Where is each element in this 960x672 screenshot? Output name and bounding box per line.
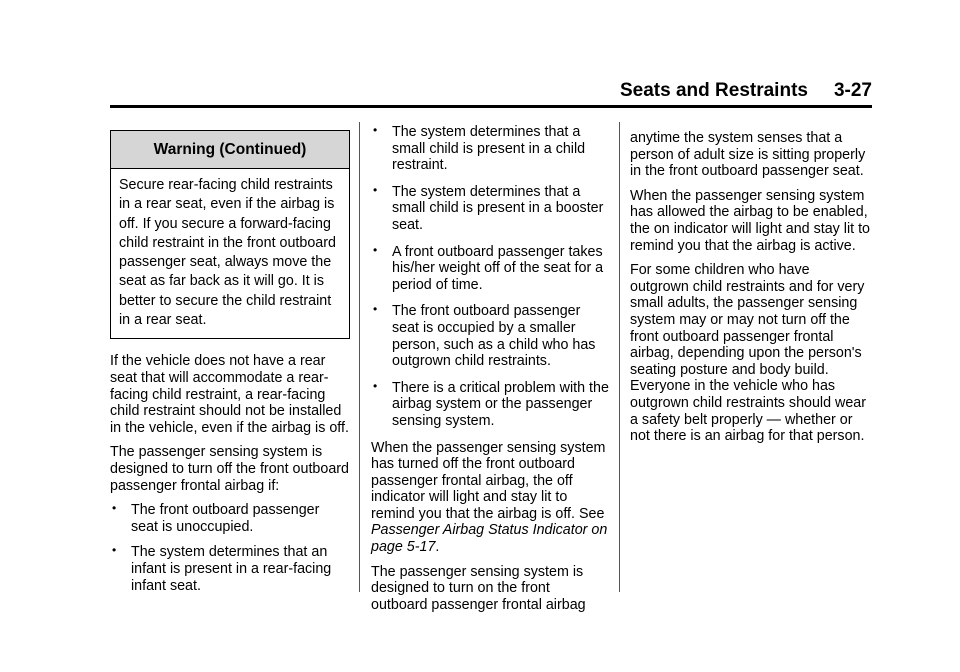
list-item-text: The front outboard passenger seat is occupied by a smaller person, such as a child who has outgrown child restraints. [392,303,596,370]
list-item [371,303,609,369]
cross-reference-link[interactable]: Passenger Airbag Status Indicator on page 5-17 [371,522,608,556]
list-item-text: The system determines that a small child is present in a child restraint. [392,124,586,174]
paragraph: The passenger sensing system is designed to turn on the front outboard passenger frontal airbag [371,563,586,613]
warning-title: Warning (Continued) [111,131,349,169]
bullet-icon: • [373,123,378,137]
bullet-icon: • [373,242,378,257]
list-item-text: The system determines that an infant is present in a rear-facing infant seat. [131,544,332,594]
list-item-text: There is a critical problem with the airbag system or the passenger sensing system. [392,379,609,429]
list-item [110,544,350,594]
section-title: Seats and Restraints [620,80,808,101]
page-header [112,78,872,104]
paragraph: The passenger sensing system is designed to turn off the front outboard passenger frontal airbag if: [110,444,349,494]
paragraph-end: . [435,539,440,556]
bullet-icon: • [373,378,378,393]
paragraph [371,440,609,556]
paragraph: anytime the system senses that a person of adult size is sitting properly in the front outboard passenger seat. [630,130,866,180]
column-3 [630,130,870,453]
list-item-text: The front outboard passenger seat is unoccupied. [131,502,320,535]
paragraph: When the passenger sensing system has allowed the airbag to be enabled, the on indicator will light and stay lit to remind you that the airbag is active. [630,187,870,254]
column-divider [619,122,620,592]
paragraph: If the vehicle does not have a rear seat that will accommodate a rear-facing child restraint, a rear-facing child restraint should not be installed in the vehicle, even if the airbag is off. [110,353,349,436]
bullet-list [110,502,350,594]
list-item [371,124,609,174]
bullet-list [371,124,609,430]
page-number: 3-27 [833,80,872,101]
column-divider [359,122,360,592]
paragraph-text: When the passenger sensing system has turned off the front outboard passenger frontal airbag, the off indicator will light and stay lit to remind you that the airbag is off. See [371,439,606,522]
bullet-icon: • [112,501,117,516]
list-item [110,502,350,535]
warning-box [110,130,350,339]
column-2 [371,124,609,621]
bullet-icon: • [373,182,378,197]
bullet-icon: • [112,543,117,558]
column-1 [110,130,350,603]
bullet-icon: • [373,302,378,317]
header-rule [110,105,872,108]
warning-text: Secure rear-facing child restraints in a rear seat, even if the airbag is off. If you secure a forward-facing child restraint in the front outboard passenger seat, always move the seat as far back as it will go. It is better to secure the child restraint in a rear seat. [119,177,336,329]
paragraph: For some children who have outgrown child restraints and for very small adults, the passenger sensing system may or may not turn off the front outboard passenger frontal airbag, depending upon the person's seating posture and body build. Everyone in the vehicle who has outgrown child restraints should wear a safety belt properly — whether or not there is an airbag for that person. [630,262,867,445]
list-item-text: A front outboard passenger takes his/her weight off of the seat for a period of time. [392,243,604,293]
list-item-text: The system determines that a small child is present in a booster seat. [392,183,604,233]
list-item [371,380,609,430]
list-item [371,244,609,294]
list-item [371,184,609,234]
